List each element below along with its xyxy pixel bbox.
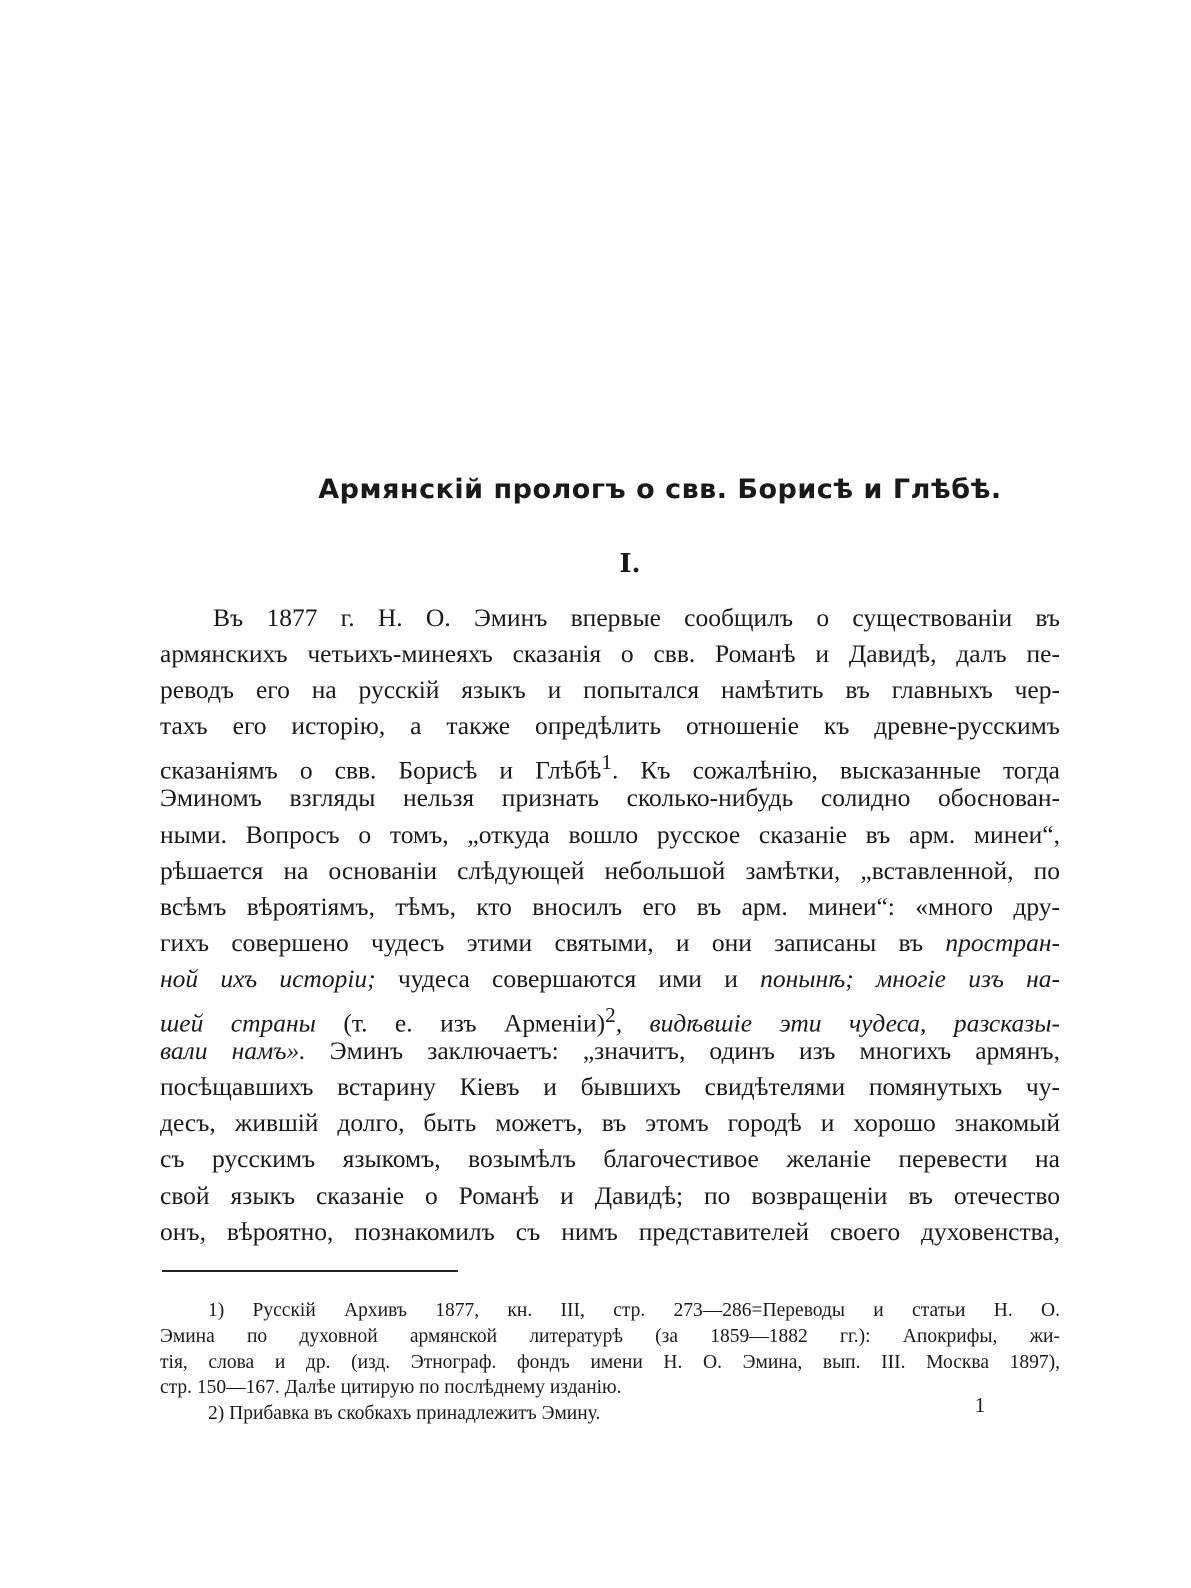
text-line: армянскихъ четьихъ-минеяхъ сказанія о свв. Романѣ и Давидѣ, далъ пе- <box>160 639 1060 669</box>
text-line: посѣщавшихъ встарину Кіевъ и бывшихъ свидѣтелями помянутыхъ чу- <box>160 1072 1060 1102</box>
footnote-ref-1: 1 <box>601 750 612 775</box>
italic-segment: вали намъ». <box>160 1036 306 1066</box>
text-line <box>160 1033 1060 1069</box>
page-title: Армянскій прологъ о свв. Борисѣ и Глѣбѣ. <box>318 474 1002 505</box>
footnote-line: стр. 150—167. Далѣе цитирую по послѣднему изданію. <box>160 1377 622 1399</box>
footnotes <box>160 1298 1060 1427</box>
text-segment: . Къ сожалѣнію, высказанные тогда <box>611 755 1060 785</box>
italic-segment: , видѣвшіе эти чудеса, разсказы- <box>615 1008 1061 1038</box>
text-line <box>160 997 1061 1038</box>
text-line: рѣшается на основаніи слѣдующей небольшой замѣтки, „вставленной, по <box>160 855 1060 885</box>
text-segment: чудеса совершаются ими и <box>397 963 738 993</box>
italic-segment: простран- <box>945 927 1061 957</box>
text-line <box>160 961 1060 997</box>
text-line: свой языкъ сказаніе о Романѣ и Давидѣ; по возвращеніи въ отечество <box>160 1180 1060 1210</box>
text-line: онъ, вѣроятно, познакомилъ съ нимъ представителей своего духовенства, <box>160 1216 1060 1246</box>
section-number: I. <box>619 549 641 579</box>
text-line: всѣмъ вѣроятіямъ, тѣмъ, кто вносилъ его въ арм. минеи“: «много дру- <box>160 891 1060 921</box>
footnote-line: 2) Прибавка въ скобкахъ принадлежитъ Эмину. <box>208 1403 601 1425</box>
italic-segment: шей страны <box>160 1008 316 1038</box>
text-line: Въ 1877 г. Н. О. Эминъ впервые сообщилъ о существованіи въ <box>213 603 1060 632</box>
text-segment: гихъ совершено чудесъ этими святыми, и они записаны въ <box>160 927 924 957</box>
footnote-line: 1) Русскій Архивъ 1877, кн. III, стр. 273—286=Переводы и статьи Н. О. <box>208 1300 1060 1321</box>
footnote-line: Эмина по духовной армянской литературѣ (за 1859—1882 гг.): Апокрифы, жи- <box>160 1325 1060 1347</box>
text-segment: (т. е. изъ Арменіи) <box>343 1008 606 1038</box>
text-line: съ русскимъ языкомъ, возымѣлъ благочестивое желаніе перевести на <box>160 1144 1060 1174</box>
text-line: реводъ его на русскій языкъ и попытался намѣтить въ главныхъ чер- <box>160 675 1060 705</box>
footnote-line: тія, слова и др. (изд. Этнограф. фондъ имени Н. О. Эмина, вып. III. Москва 1897), <box>160 1351 1060 1373</box>
text-segment: Эминъ заключаетъ: „значитъ, одинъ изъ многихъ армянъ, <box>329 1036 1060 1066</box>
page-number: 1 <box>974 1393 986 1417</box>
footnote-divider <box>162 1270 458 1272</box>
text-segment: сказаніямъ о свв. Борисѣ и Глѣбѣ <box>160 755 602 785</box>
text-line: тахъ его исторію, а также опредѣлить отношеніе къ древне-русскимъ <box>160 711 1060 741</box>
italic-segment: понынѣ; многіе изъ на- <box>760 963 1061 993</box>
text-line: десъ, жившій долго, быть можетъ, въ этомъ городѣ и хорошо знакомый <box>160 1108 1060 1138</box>
text-line: ными. Вопросъ о томъ, „откуда вошло русское сказаніе въ арм. минеи“, <box>160 819 1060 849</box>
footnote-ref-2: 2 <box>605 1003 616 1028</box>
text-line: Эминомъ взгляды нельзя признать сколько-нибудь солидно обоснован- <box>160 783 1060 813</box>
text-line <box>160 925 1060 961</box>
body-text <box>160 600 1060 1250</box>
italic-segment: ной ихъ исторіи; <box>160 963 376 993</box>
text-line <box>160 744 1060 785</box>
